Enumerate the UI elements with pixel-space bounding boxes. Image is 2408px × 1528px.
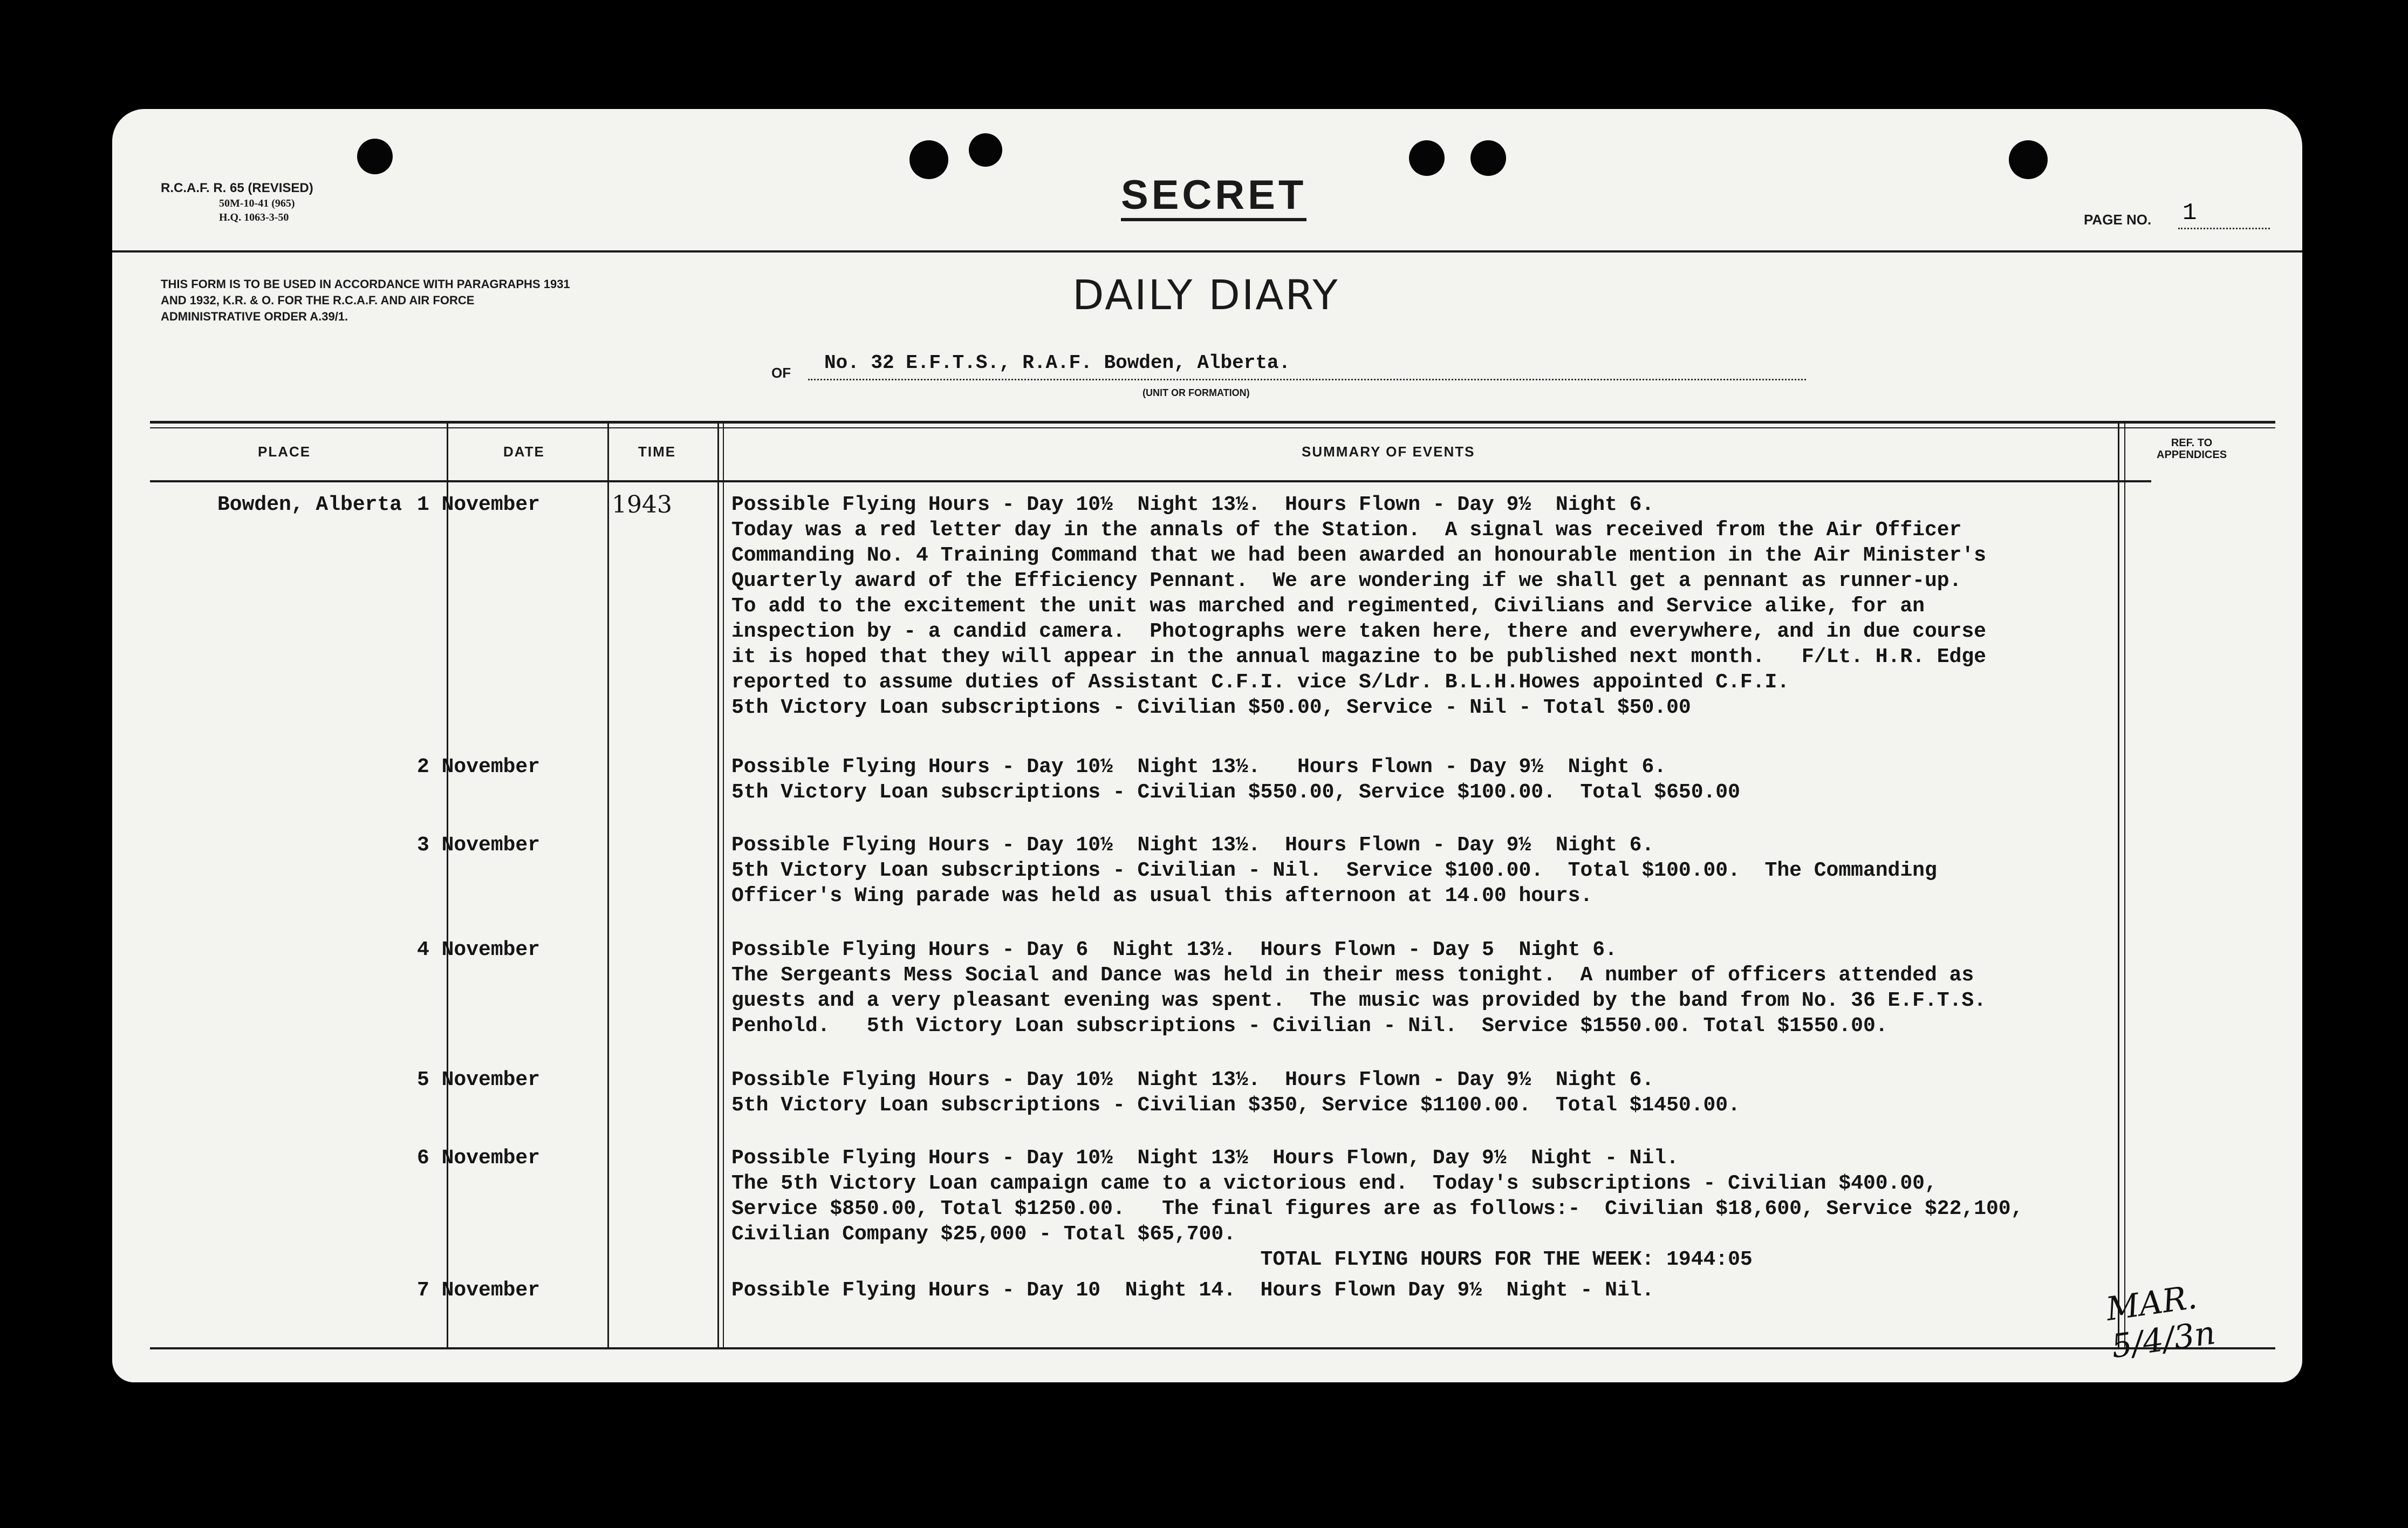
page-number-label: PAGE NO. bbox=[2084, 212, 2152, 228]
page-number-value: 1 bbox=[2183, 200, 2197, 227]
entry-summary: Possible Flying Hours - Day 10½ Night 13½. Hours Flown - Day 9½ Night 6. 5th Victory Loan subscriptions - Civilian $350, Service $1100.00. Total $1450.00. bbox=[731, 1068, 1740, 1117]
entry-date: 7 November bbox=[417, 1279, 541, 1302]
column-header-ref: REF. TO APPENDICES bbox=[2157, 437, 2227, 461]
form-instructions: THIS FORM IS TO BE USED IN ACCORDANCE WITH PARAGRAPHS 1931 AND 1932, K.R. & O. FOR THE R.C.A.F. AND AIR FORCE ADMINISTRATIVE ORDER A.39/1. bbox=[161, 277, 570, 323]
entry-time: 1943 bbox=[612, 491, 672, 519]
punch-hole bbox=[1409, 140, 1445, 176]
unit-caption: (UNIT OR FORMATION) bbox=[1143, 387, 1250, 398]
column-header-time: TIME bbox=[638, 444, 676, 460]
column-header-summary: SUMMARY OF EVENTS bbox=[1302, 444, 1475, 460]
entry-summary: Possible Flying Hours - Day 10 Night 14. Hours Flown Day 9½ Night - Nil. bbox=[731, 1279, 1654, 1302]
unit-name: No. 32 E.F.T.S., R.A.F. Bowden, Alberta. bbox=[824, 352, 1291, 374]
place-value: Bowden, Alberta bbox=[217, 493, 402, 516]
page-number-line bbox=[2178, 228, 2270, 229]
entry-summary: Possible Flying Hours - Day 10½ Night 13½ Hours Flown, Day 9½ Night - Nil. The 5th Victory Loan campaign came to a victorious end. Today's subscriptions - Civilian $400.00, Service $850.00, Total $1250.00. The final figures are as follows:- Civilian $18,600, Service $22,100, Civilian Company $25,000 - Total $65,700. TOTAL FLYING HOURS FOR THE WEEK: 1944:05 bbox=[731, 1147, 2023, 1271]
entry-date: 5 November bbox=[417, 1068, 541, 1092]
entry-date: 4 November bbox=[417, 938, 541, 961]
punch-hole bbox=[2009, 140, 2048, 179]
table-top-rule-2 bbox=[150, 427, 2275, 428]
punch-hole bbox=[969, 133, 1002, 167]
col-divider-summary-2 bbox=[2124, 424, 2125, 1347]
table-top-rule bbox=[150, 421, 2275, 424]
header-bottom-rule bbox=[150, 480, 2151, 482]
col-divider-date bbox=[607, 424, 609, 1347]
column-header-date: DATE bbox=[503, 444, 545, 460]
col-divider-time bbox=[717, 424, 719, 1347]
unit-line bbox=[808, 379, 1806, 380]
entry-date: 6 November bbox=[417, 1147, 541, 1170]
punch-hole bbox=[1470, 140, 1506, 176]
entry-summary: Possible Flying Hours - Day 10½ Night 13½. Hours Flown - Day 9½ Night 6. Today was a red letter day in the annals of the Station. A signal was received from the Air Officer Commanding No. 4 Training Command that we had been awarded an honourable mention in the Air Minister's Quarterly award of the Efficiency Pennant. We are wondering if we shall get a pennant as runner-up. To add to the excitement the unit was marched and regimented, Civilians and Service alike, for an inspection by - a candid camera. Photographs were taken here, there and everywhere, and in due course it is hoped that they will appear in the annual magazine to be published next month. F/Lt. H.R. Edge reported to assume duties of Assistant C.F.I. vice S/Ldr. B.L.H.Howes appointed C.F.I. 5th Victory Loan subscriptions - Civilian $50.00, Service - Nil - Total $50.00 bbox=[731, 493, 1986, 719]
entry-date: 3 November bbox=[417, 834, 541, 857]
form-code-sub2: H.Q. 1063-3-50 bbox=[219, 212, 289, 223]
entry-date: 1 November bbox=[417, 493, 541, 516]
col-divider-summary bbox=[2118, 424, 2119, 1347]
page-title: DAILY DIARY bbox=[1072, 271, 1339, 319]
column-header-place: PLACE bbox=[258, 444, 311, 460]
diary-page bbox=[112, 109, 2302, 1382]
entry-summary: Possible Flying Hours - Day 10½ Night 13½. Hours Flown - Day 9½ Night 6. 5th Victory Loan subscriptions - Civilian - Nil. Service $100.00. Total $100.00. The Commanding Officer's Wing parade was held as usual this afternoon at 14.00 hours. bbox=[731, 834, 1937, 908]
entry-date: 2 November bbox=[417, 755, 541, 779]
table-bottom-rule bbox=[150, 1347, 2275, 1349]
classification-heading: SECRET bbox=[1121, 174, 1306, 221]
form-code-sub1: 50M-10-41 (965) bbox=[219, 197, 295, 209]
entry-summary: Possible Flying Hours - Day 6 Night 13½. Hours Flown - Day 5 Night 6. The Sergeants Mess Social and Dance was held in their mess tonight. A number of officers attended as guests and a very pleasant evening was spent. The music was provided by the band from No. 36 E.F.T.S. Penhold. 5th Victory Loan subscriptions - Civilian - Nil. Service $1550.00. Total $1550.00. bbox=[731, 938, 1986, 1038]
entry-summary: Possible Flying Hours - Day 10½ Night 13½. Hours Flown - Day 9½ Night 6. 5th Victory Loan subscriptions - Civilian $550.00, Service $100.00. Total $650.00 bbox=[731, 755, 1740, 804]
col-divider-time-2 bbox=[723, 424, 724, 1347]
col-divider-place bbox=[447, 424, 448, 1347]
form-code-main: R.C.A.F. R. 65 (REVISED) bbox=[161, 181, 313, 195]
of-label: OF bbox=[771, 365, 791, 381]
punch-hole bbox=[357, 139, 393, 174]
form-code bbox=[161, 180, 313, 224]
header-rule bbox=[112, 250, 2302, 253]
handwritten-initials: MAR. 5/4/3n bbox=[2104, 1278, 2218, 1366]
punch-hole bbox=[909, 140, 948, 179]
